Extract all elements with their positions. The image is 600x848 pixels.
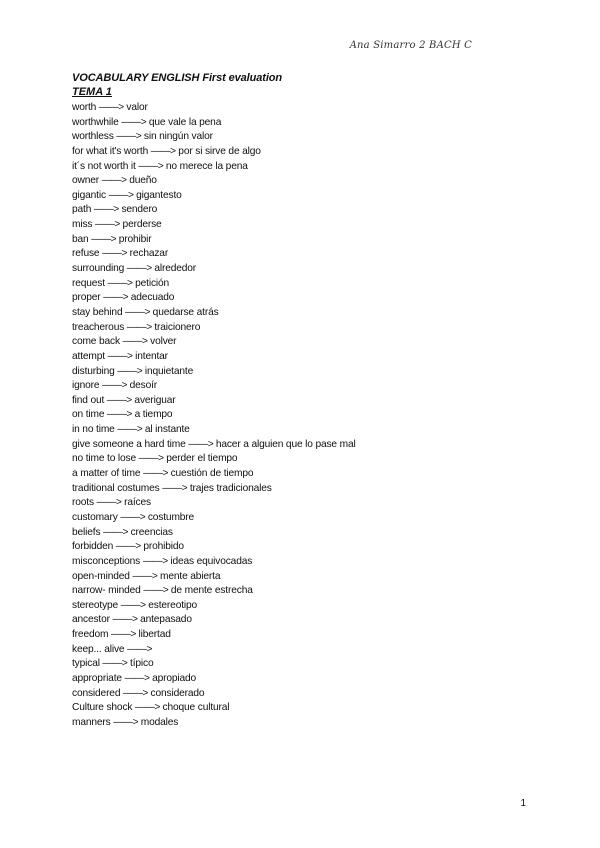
vocab-entry [72, 394, 356, 409]
vocab-english-term: worthwhile [72, 116, 119, 128]
arrow-separator: ——> [120, 511, 146, 523]
vocab-spanish-translation: valor [126, 102, 148, 113]
vocab-spanish-translation: libertad [138, 629, 171, 641]
vocab-english-term: forbidden [72, 541, 114, 553]
arrow-separator: ——> [150, 145, 176, 157]
vocab-english-term: beliefs [72, 526, 101, 538]
vocab-english-term: it´s not worth it [72, 160, 136, 172]
vocab-entry [72, 599, 356, 614]
vocab-spanish-translation: a tiempo [134, 409, 173, 421]
arrow-separator: ——> [107, 350, 133, 362]
vocab-spanish-translation: costumbre [147, 511, 195, 523]
vocab-spanish-translation: apropiado [152, 672, 197, 684]
vocab-spanish-translation: prohibido [143, 541, 184, 553]
vocab-spanish-translation: por si sirve de algo [178, 145, 261, 157]
arrow-separator: ——> [107, 409, 132, 421]
vocab-entry [72, 511, 356, 526]
vocab-entry [72, 291, 356, 306]
vocab-english-term: worth [72, 102, 97, 113]
section-title: TEMA 1 [72, 86, 112, 98]
vocab-spanish-translation: antepasado [140, 614, 192, 626]
vocab-entry [72, 203, 356, 218]
vocab-spanish-translation: inquietante [144, 365, 194, 377]
vocab-spanish-translation: perder el tiempo [166, 453, 238, 465]
vocab-entry [72, 116, 356, 131]
vocab-entry [72, 408, 356, 423]
arrow-separator: ——> [106, 394, 132, 406]
arrow-separator: ——> [143, 585, 169, 597]
vocab-english-term: attempt [72, 350, 105, 362]
arrow-separator: ——> [121, 116, 147, 128]
arrow-separator: ——> [138, 453, 164, 465]
vocab-entry [72, 423, 356, 438]
arrow-separator: ——> [120, 599, 146, 611]
arrow-separator: ——> [143, 468, 168, 480]
vocab-entry [72, 189, 356, 204]
arrow-separator: ——> [108, 189, 134, 201]
arrow-separator: ——> [93, 204, 119, 216]
vocab-entry [72, 335, 356, 350]
vocab-spanish-translation: quedarse atrás [152, 306, 219, 318]
vocab-spanish-translation: traicionero [154, 321, 201, 333]
vocab-english-term: ancestor [72, 614, 110, 626]
vocab-english-term: no time to lose [72, 453, 137, 465]
vocab-english-term: a matter of time [72, 468, 141, 480]
arrow-separator: ——> [107, 277, 133, 289]
vocab-english-term: gigantic [72, 189, 106, 201]
vocab-entry [72, 174, 356, 189]
arrow-separator: ——> [117, 365, 143, 377]
vocab-entry [72, 277, 356, 292]
vocab-spanish-translation: no merece la pena [165, 160, 248, 172]
arrow-separator: ——> [112, 614, 138, 626]
vocab-entry [72, 570, 356, 585]
vocab-english-term: misconceptions [72, 555, 141, 567]
vocab-entry [72, 365, 356, 380]
arrow-separator: ——> [101, 175, 127, 187]
vocab-spanish-translation: ideas equivocadas [170, 555, 253, 567]
vocab-entry [72, 247, 356, 262]
vocab-spanish-translation: petición [135, 277, 170, 289]
vocab-english-term: appropriate [72, 672, 122, 684]
vocab-spanish-translation: rechazar [129, 248, 169, 260]
vocab-entry [72, 233, 356, 248]
arrow-separator: ——> [122, 336, 148, 348]
vocab-spanish-translation: gigantesto [136, 189, 182, 201]
arrow-separator: ——> [162, 482, 188, 494]
page-number: 1 [520, 798, 526, 809]
vocab-english-term: traditional costumes [72, 482, 160, 494]
arrow-separator: ——> [102, 658, 128, 670]
vocab-spanish-translation: considerado [150, 687, 205, 699]
vocab-english-term: Culture shock [72, 702, 133, 714]
arrow-separator: ——> [115, 541, 141, 553]
arrow-separator: ——> [135, 702, 160, 714]
vocab-entry [72, 130, 356, 145]
vocab-spanish-translation: alrededor [154, 263, 197, 275]
arrow-separator: ——> [103, 292, 129, 304]
vocab-entry [72, 672, 356, 687]
arrow-separator: ——> [123, 687, 148, 699]
vocab-english-term: typical [72, 658, 100, 670]
vocab-spanish-translation: típico [130, 658, 154, 670]
arrow-separator: ——> [95, 219, 120, 231]
arrow-separator: ——> [126, 321, 152, 333]
vocab-english-term: customary [72, 511, 118, 523]
page-header-author: Ana Simarro 2 BACH C [349, 40, 472, 51]
arrow-separator: ——> [116, 131, 142, 143]
vocab-entry [72, 643, 356, 658]
vocab-english-term: refuse [72, 248, 100, 260]
vocab-english-term: stereotype [72, 599, 119, 611]
vocab-english-term: narrow- minded [72, 585, 141, 597]
vocab-english-term: disturbing [72, 365, 115, 377]
vocab-entry [72, 716, 356, 731]
vocab-english-term: considered [72, 687, 121, 699]
vocab-entry [72, 657, 356, 672]
vocab-english-term: ignore [72, 380, 100, 392]
vocab-spanish-translation: intentar [135, 350, 168, 362]
vocab-english-term: stay behind [72, 306, 123, 318]
arrow-separator: ——> [138, 160, 164, 172]
vocab-entry [72, 555, 356, 570]
vocab-english-term: ban [72, 233, 89, 245]
arrow-separator: ——> [96, 497, 122, 509]
vocab-entry [72, 701, 356, 716]
vocab-spanish-translation: cuestión de tiempo [170, 468, 254, 480]
vocab-english-term: proper [72, 292, 101, 304]
arrow-separator: ——> [142, 555, 168, 567]
vocab-english-term: find out [72, 394, 105, 406]
arrow-separator: ——> [113, 716, 139, 728]
arrow-separator: ——> [98, 102, 124, 113]
vocab-english-term: miss [72, 219, 93, 231]
arrow-separator: ——> [124, 672, 150, 684]
vocab-entry [72, 262, 356, 277]
arrow-separator: ——> [102, 380, 127, 392]
vocab-spanish-translation: desoír [129, 380, 158, 392]
vocab-spanish-translation: que vale la pena [148, 116, 222, 128]
vocab-spanish-translation: sin ningún valor [143, 131, 213, 143]
vocab-entry [72, 584, 356, 599]
arrow-separator: ——> [188, 438, 214, 450]
vocab-english-term: open-minded [72, 570, 130, 582]
vocab-english-term: worthless [72, 131, 114, 143]
vocab-english-term: owner [72, 175, 99, 187]
arrow-separator: ——> [132, 570, 158, 582]
vocab-spanish-translation: estereotipo [148, 599, 198, 611]
vocab-spanish-translation: averiguar [134, 394, 176, 406]
vocab-spanish-translation: mente abierta [160, 570, 221, 582]
vocab-spanish-translation: de mente estrecha [170, 585, 253, 597]
arrow-separator: ——> [127, 643, 152, 655]
arrow-separator: ——> [125, 306, 150, 318]
vocab-english-term: on time [72, 409, 105, 421]
vocab-english-term: roots [72, 497, 94, 509]
vocab-english-term: give someone a hard time [72, 438, 186, 450]
arrow-separator: ——> [103, 526, 128, 538]
vocab-entry [72, 482, 356, 497]
vocab-entry [72, 145, 356, 160]
arrow-separator: ——> [126, 263, 152, 275]
vocab-english-term: path [72, 204, 92, 216]
vocab-entry [72, 160, 356, 175]
arrow-separator: ——> [102, 248, 127, 260]
vocab-english-term: for what it's worth [72, 145, 149, 157]
vocab-spanish-translation: dueño [129, 175, 157, 187]
vocab-entry [72, 467, 356, 482]
vocab-entry [72, 613, 356, 628]
vocab-spanish-translation: prohibir [118, 233, 152, 245]
arrow-separator: ——> [91, 233, 117, 245]
vocab-spanish-translation: modales [140, 716, 179, 728]
vocab-entry [72, 540, 356, 555]
vocab-entry [72, 321, 356, 336]
vocab-english-term: freedom [72, 629, 109, 641]
vocab-spanish-translation: al instante [144, 424, 190, 436]
vocab-spanish-translation: trajes tradicionales [189, 482, 272, 494]
vocab-entry [72, 452, 356, 467]
vocab-spanish-translation: hacer a alguien que lo pase mal [215, 438, 356, 450]
vocab-spanish-translation: raíces [124, 497, 151, 509]
vocab-entry [72, 526, 356, 541]
vocab-entry [72, 438, 356, 453]
vocab-english-term: come back [72, 336, 120, 348]
vocab-spanish-translation: creencias [130, 526, 173, 538]
vocab-entry [72, 379, 356, 394]
vocab-entry [72, 628, 356, 643]
arrow-separator: ——> [111, 629, 136, 641]
vocab-english-term: surrounding [72, 263, 125, 275]
vocab-entry [72, 496, 356, 511]
vocab-spanish-translation: choque cultural [162, 702, 230, 714]
vocab-spanish-translation: perderse [122, 219, 162, 231]
vocab-english-term: manners [72, 716, 111, 728]
vocab-spanish-translation: adecuado [130, 292, 175, 304]
vocab-entry [72, 306, 356, 321]
vocab-english-term: request [72, 277, 105, 289]
vocab-spanish-translation: sendero [121, 204, 158, 216]
vocabulary-list [72, 101, 356, 731]
vocab-english-term: keep... alive [72, 643, 125, 655]
vocab-entry [72, 687, 356, 702]
vocab-english-term: in no time [72, 424, 115, 436]
arrow-separator: ——> [117, 424, 143, 436]
vocab-english-term: treacherous [72, 321, 125, 333]
vocab-entry [72, 218, 356, 233]
vocab-entry [72, 101, 356, 116]
document-title: VOCABULARY ENGLISH First evaluation [72, 72, 283, 84]
vocab-entry [72, 350, 356, 365]
vocab-spanish-translation: volver [150, 336, 177, 348]
